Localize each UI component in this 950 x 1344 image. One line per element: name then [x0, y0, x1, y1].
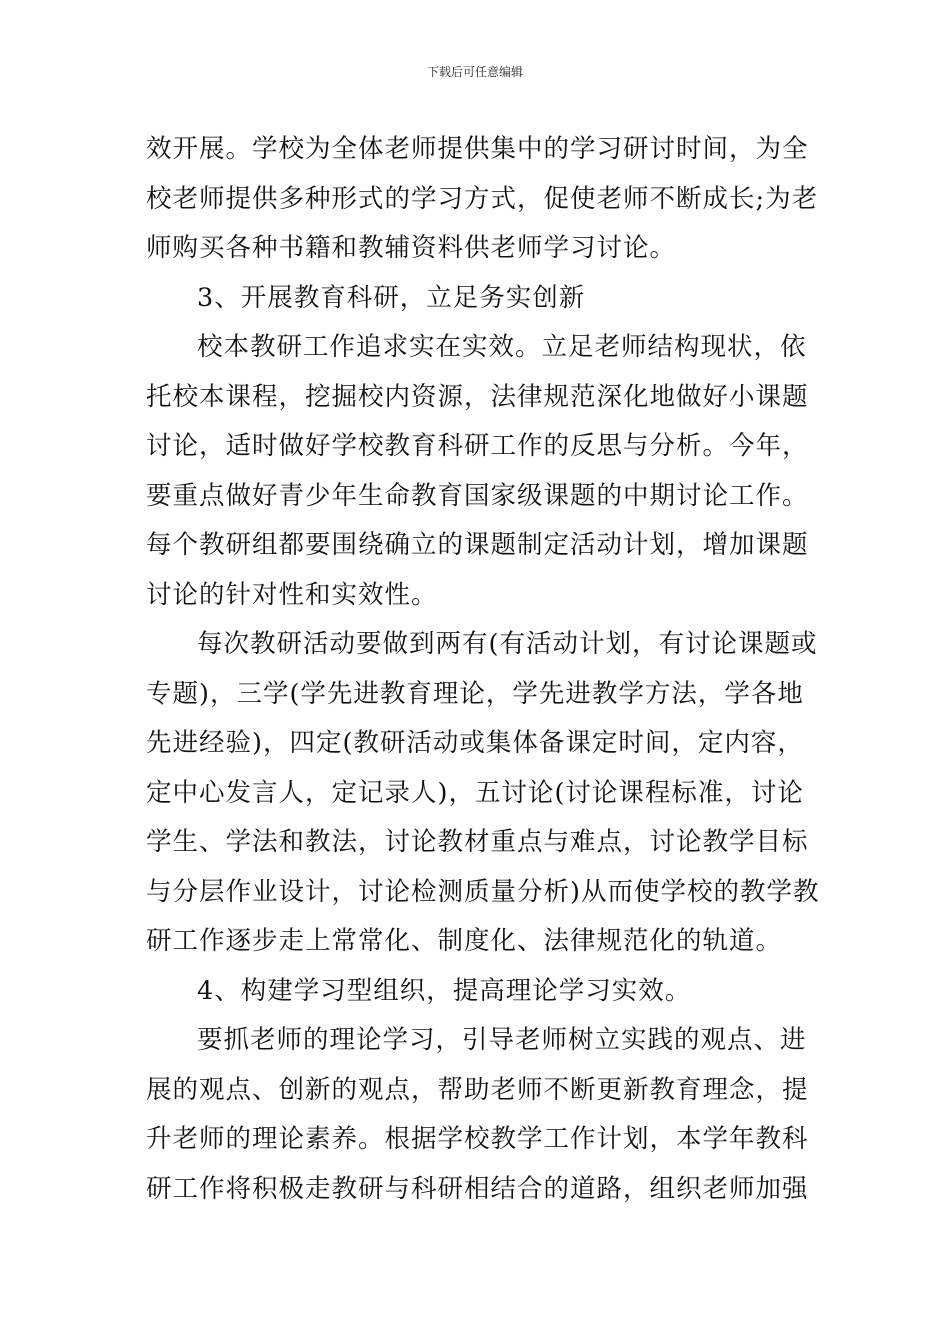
- text-line: 专题)，三学(学先进教育理论，学先进教学方法，学各地: [146, 678, 804, 709]
- text-line: 效开展。学校为全体老师提供集中的学习研讨时间，为全: [146, 134, 809, 164]
- text-line: 师购买各种书籍和教辅资料供老师学习讨论。: [146, 233, 677, 263]
- text-line: 定中心发言人，定记录人)，五讨论(讨论课程标准，讨论: [146, 777, 804, 808]
- text-line: 讨论，适时做好学校教育科研工作的反思与分析。今年，: [146, 431, 809, 461]
- text-line: 与分层作业设计，讨论检测质量分析)从而使学校的教学教: [146, 876, 820, 907]
- text-line: 每个教研组都要围绕确立的课题制定活动计划，增加课题: [146, 530, 809, 560]
- text-line: 研工作将积极走教研与科研相结合的道路，组织老师加强: [146, 1173, 809, 1204]
- text-line: 先进经验)，四定(教研活动或集体备课定时间，定内容，: [146, 728, 804, 758]
- text-line: 研工作逐步走上常常化、制度化、法律规范化的轨道。: [146, 926, 783, 956]
- text-line: 托校本课程，挖掘校内资源，法律规范深化地做好小课题: [146, 381, 809, 412]
- text-line: 要重点做好青少年生命教育国家级课题的中期讨论工作。: [146, 480, 809, 511]
- text-line: 每次教研活动要做到两有(有活动计划，有讨论课题或: [197, 629, 818, 659]
- section-heading: 4、构建学习型组织，提高理论学习实效。: [197, 975, 692, 1006]
- section-heading: 3、开展教育科研，立足务实创新: [197, 282, 586, 313]
- text-line: 校老师提供多种形式的学习方式，促使老师不断成长;为老: [146, 183, 819, 214]
- text-line: 讨论的针对性和实效性。: [146, 579, 438, 610]
- text-line: 展的观点、创新的观点，帮助老师不断更新教育理念，提: [146, 1074, 809, 1105]
- page-header: 下载后可任意编辑: [426, 65, 523, 79]
- text-line: 升老师的理论素养。根据学校教学工作计划，本学年教科: [146, 1124, 809, 1154]
- text-line: 校本教研工作追求实在实效。立足老师结构现状，依: [197, 332, 807, 362]
- text-line: 学生、学法和教法，讨论教材重点与难点，讨论教学目标: [146, 827, 809, 857]
- document-body: [146, 125, 820, 1214]
- text-line: 要抓老师的理论学习，引导老师树立实践的观点、进: [197, 1025, 807, 1055]
